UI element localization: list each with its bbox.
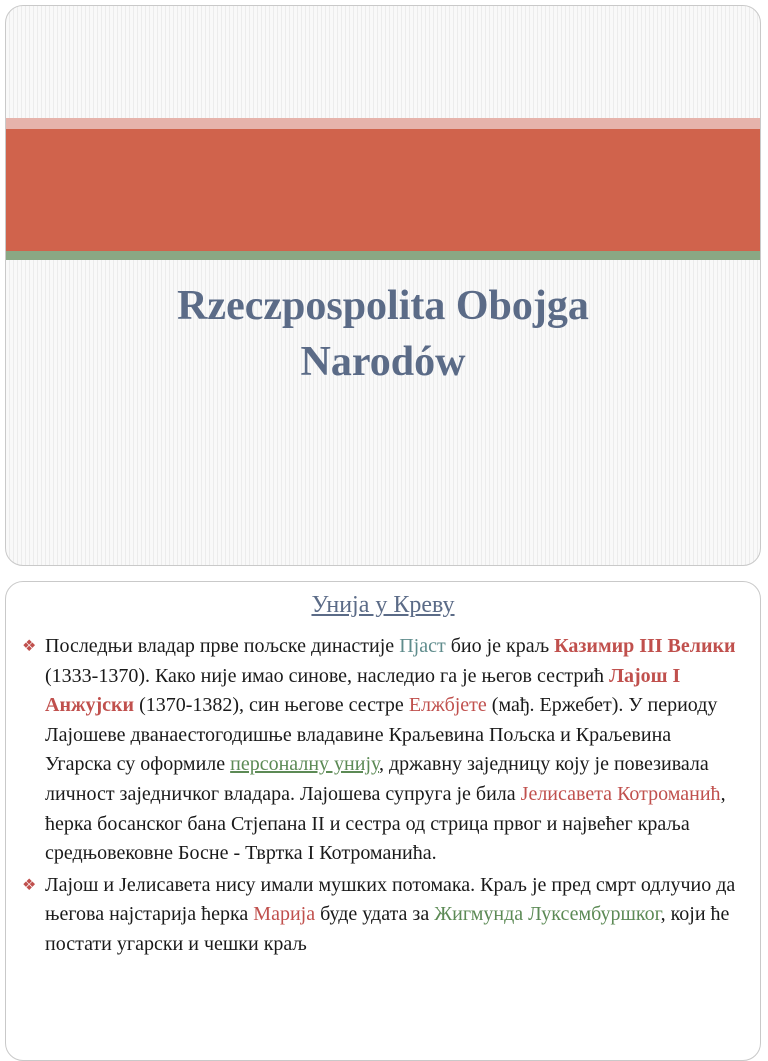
- diamond-bullet-icon: ❖: [22, 876, 37, 894]
- bullet-1-text-6: , државну заједницу коју је повезивала личност заједничког владара. Лајошева супруга је била: [45, 753, 709, 805]
- bullet-1-text-2: био је краљ: [445, 635, 555, 657]
- title-slide: [5, 5, 761, 566]
- bullet-item-1: [20, 632, 742, 869]
- bullet-list: [20, 632, 742, 962]
- highlight-jelisaveta: Јелисавета Котроманић: [520, 782, 721, 805]
- diamond-bullet-icon: ❖: [22, 638, 37, 655]
- content-slide-heading: Унија у Креву: [311, 592, 455, 618]
- slide-title: [46, 278, 720, 390]
- title-band-bottom-stripe: [6, 251, 760, 260]
- bullet-2-text-2: буде удата за: [315, 903, 435, 926]
- bullet-1-text-3: (1333-1370). Како није имао синове, наследио га је његов сестрић: [45, 664, 610, 687]
- highlight-kazimir: Казимир III Велики: [554, 635, 736, 657]
- bullet-2-text-1: Лајош и Јелисавета нису имали мушких потомака. Краљ је пред смрт одлучио да његова најстарија ћерка: [45, 873, 736, 926]
- highlight-elzbieta: Елжбјете: [408, 694, 487, 717]
- bullet-1-text-1: Последњи владар прве пољске династије: [45, 635, 400, 657]
- bullet-item-2: [20, 871, 742, 960]
- slide-title-line2: Narodów: [300, 339, 466, 385]
- slide-title-line1: Rzeczpospolita Obojga: [177, 283, 589, 329]
- highlight-lajos: Лајош I Анжујски: [45, 664, 681, 717]
- highlight-zigmund: Жигмунда Луксембуршког: [434, 903, 661, 926]
- bullet-1-text-7: , ћерка босанског бана Стјепана II и сестра од стрица првог и највећег краља средњовековне Босне - Твртка I Котроманића.: [45, 782, 726, 865]
- bullet-1-text-5: (мађ. Ержебет). У периоду Лајошеве дванаестогодишње владавине Краљевина Пољска и Краљевина Угарска су оформиле: [45, 694, 718, 776]
- personal-union-link[interactable]: персоналну унију: [230, 753, 379, 776]
- title-band-top-stripe: [6, 118, 760, 129]
- title-band-main: [6, 129, 760, 251]
- content-slide: [5, 581, 761, 1061]
- highlight-piast: Пјаст: [399, 635, 446, 657]
- bullet-1-text-4: (1370-1382), син његове сестре: [134, 694, 409, 717]
- highlight-marija: Марија: [253, 903, 316, 926]
- bullet-2-text-3: , који ће постати угарски и чешки краљ: [45, 903, 730, 955]
